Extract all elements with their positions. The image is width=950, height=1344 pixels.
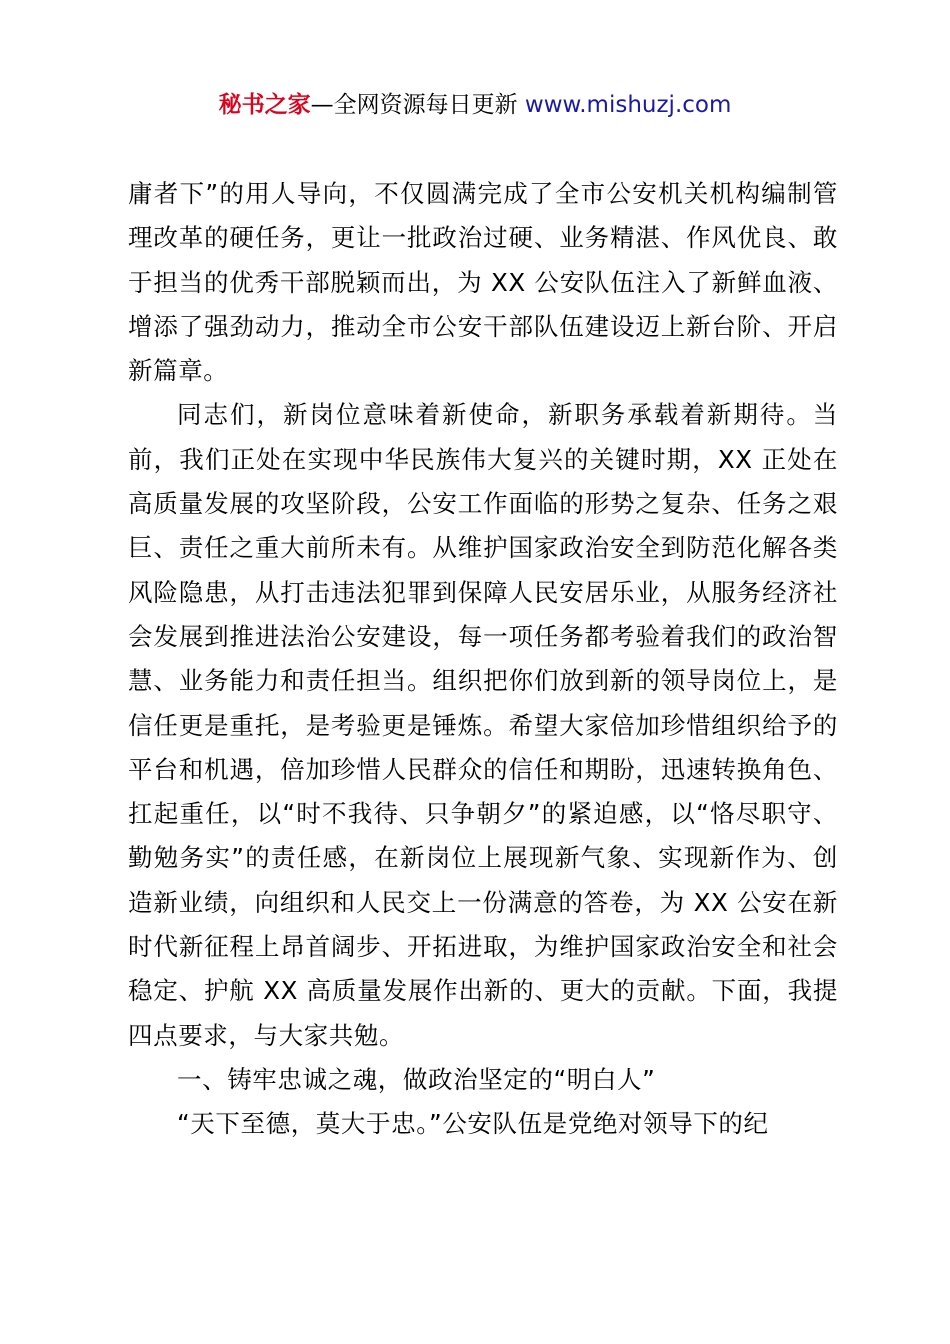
section-heading-1: 一、铸牢忠诚之魂，做政治坚定的“明白人” bbox=[177, 1064, 656, 1094]
paragraph-continuation: 庸者下”的用人导向，不仅圆满完成了全市公安机关机构编制管理改革的硬任务，更让一批政治过硬、业务精湛、作风优良、敢于担当的优秀干部脱颖而出，为 XX 公安队伍注入了新鲜血液、增添了强劲动力，推动全市公安干部队伍建设迈上新台阶、开启新篇章。 bbox=[128, 179, 838, 386]
document-body bbox=[128, 172, 838, 1147]
site-tagline: —全网资源每日更新 bbox=[310, 92, 525, 118]
site-brand: 秘书之家 bbox=[218, 92, 311, 118]
paragraph-loyalty: “天下至德，莫大于忠。”公安队伍是党绝对领导下的纪 bbox=[177, 1109, 769, 1139]
site-url-link[interactable]: www.mishuzj.com bbox=[524, 92, 732, 118]
paragraph-comrades: 同志们，新岗位意味着新使命，新职务承载着新期待。当前，我们正处在实现中华民族伟大复兴的关键时期，XX 正处在高质量发展的攻坚阶段，公安工作面临的形势之复杂、任务之艰巨、责任之重大前所未有。从维护国家政治安全到防范化解各类风险隐患，从打击违法犯罪到保障人民安居乐业，从服务经济社会发展到推进法治公安建设，每一项任务都考验着我们的政治智慧、业务能力和责任担当。组织把你们放到新的领导岗位上，是信任更是重托，是考验更是锤炼。希望大家倍加珍惜组织给予的平台和机遇，倍加珍惜人民群众的信任和期盼，迅速转换角色、扛起重任，以“时不我待、只争朝夕”的紧迫感，以“恪尽职守、勤勉务实”的责任感，在新岗位上展现新气象、实现新作为、创造新业绩，向组织和人民交上一份满意的答卷，为 XX 公安在新时代新征程上昂首阔步、开拓进取，为维护国家政治安全和社会稳定、护航 XX 高质量发展作出新的、更大的贡献。下面，我提四点要求，与大家共勉。 bbox=[128, 400, 838, 1050]
page-header bbox=[0, 88, 950, 122]
